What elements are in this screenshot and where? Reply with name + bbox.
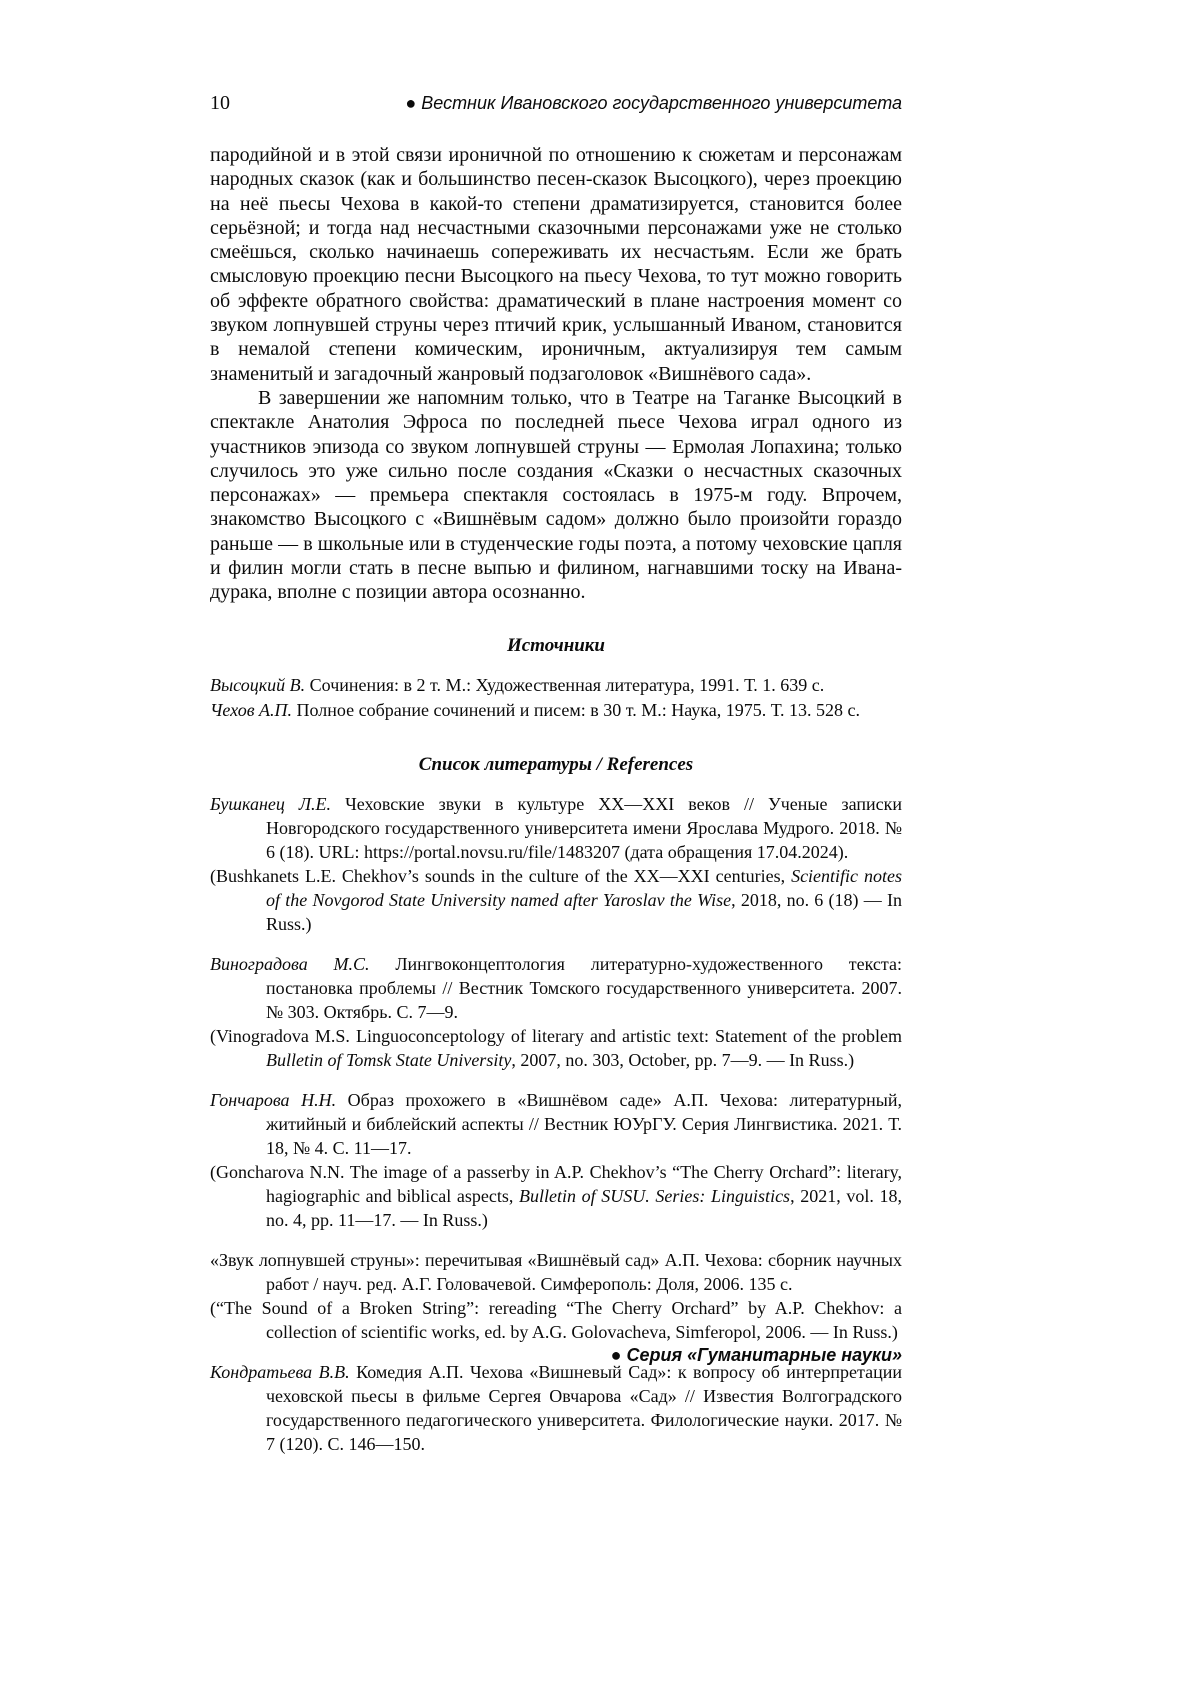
source-item-1 [210,673,902,699]
body-paragraph-2: В завершении же напомним только, что в Театре на Таганке Высоцкий в спектакле Анатолия Эфроса по последней пьесе Чехова играл одного из участников эпизода со звуком лопнувшей струны — Ермолая Лопахина; только случилось это уже сильно после создания «Сказки о несчастных сказочных персонажах» — премьера спектакля состоялась в 1975-м году. Впрочем, знакомство Высоцкого с «Вишнёвым садом» должно было произойти гораздо раньше — в школьные или в студенческие годы поэта, а потому чеховские цапля и филин могли стать в песне выпью и филином, нагнавшими тоску на Ивана-дурака, вполне с позиции автора осознанно. [210,386,902,604]
reference-entry-3 [210,1088,902,1232]
page-footer [210,1345,902,1366]
reference-text: Лингвоконцептология литературно-художественного текста: постановка проблемы // Вестник Томского государственного университета. 2007. № 303. Октябрь. С. 7—9. [266,953,902,1022]
reference-author: Бушканец Л.Е. [210,793,332,814]
reference-translation [210,1160,902,1232]
reference-author: Виноградова М.С. [210,953,370,974]
reference-russian [210,792,902,864]
reference-translation-text: (Vinogradova M.S. Linguoconceptology of literary and artistic text: Statement of the problem [210,1025,902,1046]
reference-russian [210,1248,902,1296]
reference-translation-text: (Bushkanets L.E. Chekhov’s sounds in the culture of the XX—XXI centuries, [210,865,792,886]
reference-entry-4 [210,1248,902,1344]
reference-author: Кондратьева В.В. [210,1361,350,1382]
reference-entry-5 [210,1360,902,1456]
page-number: 10 [210,92,230,114]
reference-translation [210,1024,902,1072]
source-text: Сочинения: в 2 т. М.: Художественная литература, 1991. Т. 1. 639 с. [309,674,825,695]
reference-journal-title: Scientific notes of the Novgorod State University named after Yaroslav the Wise [266,865,902,910]
reference-entry-1 [210,792,902,936]
series-label: ● Серия «Гуманитарные науки» [610,1345,902,1365]
reference-russian [210,952,902,1024]
source-author: Высоцкий В. [210,674,306,695]
sources-heading: Источники [506,634,606,656]
reference-translation-tail: , 2018, no. 6 (18) — In Russ.) [266,889,902,934]
reference-text: Чеховские звуки в культуре XX—XXI веков // Ученые записки Новгородского государственного университета имени Ярослава Мудрого. 2018. № 6 (18). URL: https://portal.novsu.ru/file/1483207 (дата обращения 17.04.2024). [266,793,903,862]
reference-journal-title: Bulletin of Tomsk State University [266,1049,512,1070]
references-heading: Список литературы / References [418,753,694,775]
reference-author: Гончарова Н.Н. [210,1089,337,1110]
source-author: Чехов А.П. [210,700,293,721]
body-paragraph-1: пародийной и в этой связи ироничной по отношению к сюжетам и персонажам народных сказок (как и большинство песен-сказок Высоцкого), через проекцию на неё пьесы Чехова в какой-то степени драматизируется, становится более серьёзной; и тогда над несчастными сказочными персонажами уже не столько смеёшься, сколько начинаешь сопереживать их несчастьям. Если же брать смысловую проекцию песни Высоцкого на пьесу Чехова, то тут можно говорить об эффекте обратного свойства: драматический в плане настроения момент со звуком лопнувшей струны через птичий крик, услышанный Иваном, становится в немалой степени комическим, ироничным, актуализируя тем самым знаменитый и загадочный жанровый подзаголовок «Вишнёвого сада». [210,144,902,385]
article-content [210,143,902,1472]
reference-journal-title: Bulletin of SUSU. Series: Linguistics [519,1185,791,1206]
reference-translation [210,1296,902,1344]
source-item-2 [210,698,902,724]
reference-translation-tail: , 2021, vol. 18, no. 4, pp. 11—17. — In Russ.) [266,1185,902,1230]
reference-text: Образ прохожего в «Вишнёвом саде» А.П. Чехова: литературный, житийный и библейский аспекты // Вестник ЮУрГУ. Серия Лингвистика. 2021. Т. 18, № 4. С. 11—17. [266,1089,902,1158]
running-title: ● Вестник Ивановского государственного университета [405,93,902,113]
reference-translation-text: (Goncharova N.N. The image of a passerby in A.P. Chekhov’s “The Cherry Orchard”: literary, hagiographic and biblical aspects, [210,1161,902,1206]
reference-text: «Звук лопнувшей струны»: перечитывая «Вишнёвый сад» А.П. Чехова: сборник научных работ / науч. ред. А.Г. Головачевой. Симферополь: Доля, 2006. 135 с. [210,1249,902,1294]
reference-russian [210,1088,902,1160]
reference-translation-text: (“The Sound of a Broken String”: rereading “The Cherry Orchard” by A.P. Chekhov: a collection of scientific works, ed. by A.G. Golovacheva, Simferopol, 2006. — In Russ.) [210,1297,902,1342]
reference-text: Комедия А.П. Чехова «Вишневый Сад»: к вопросу об интерпретации чеховской пьесы в фильме Сергея Овчарова «Сад» // Известия Волгоградского государственного педагогического университета. Филологические науки. 2017. № 7 (120). С. 146—150. [266,1361,903,1454]
running-head [210,92,902,115]
reference-entry-2 [210,952,902,1072]
reference-translation [210,864,902,936]
source-text: Полное собрание сочинений и писем: в 30 т. М.: Наука, 1975. Т. 13. 528 с. [296,700,860,721]
reference-russian [210,1360,902,1456]
reference-translation-tail: , 2007, no. 303, October, pp. 7—9. — In Russ.) [511,1049,855,1070]
